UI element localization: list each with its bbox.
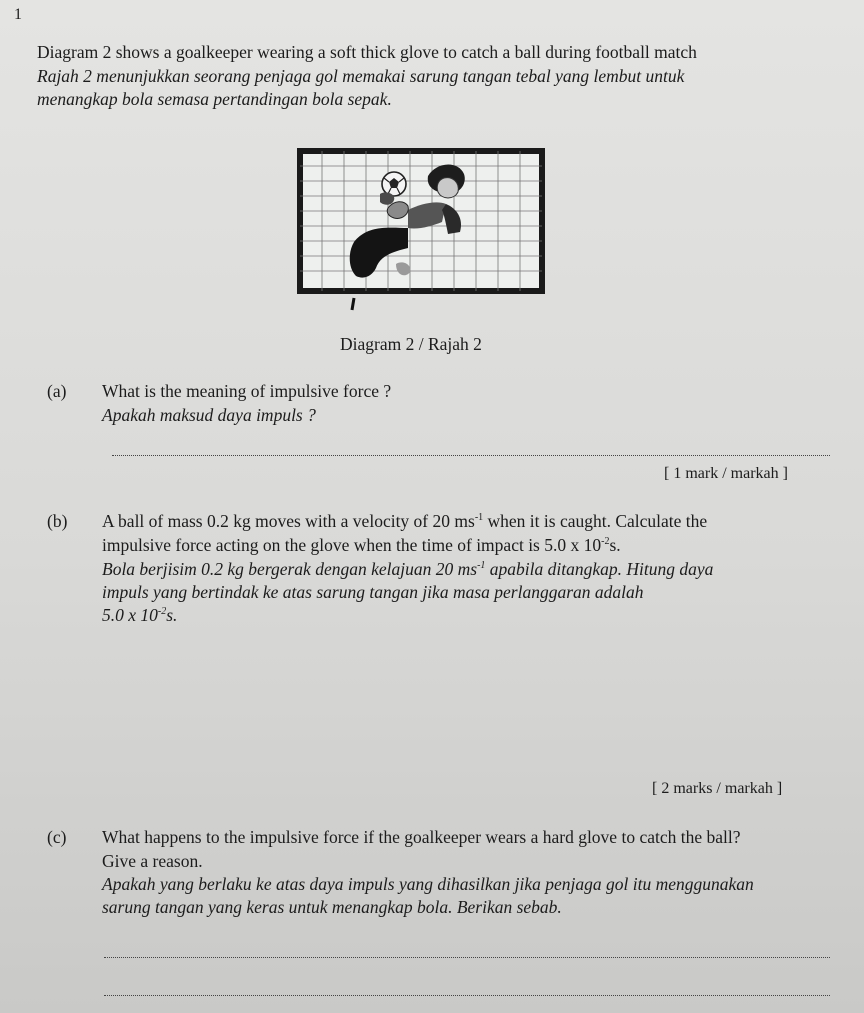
- answer-line-c2[interactable]: [104, 995, 830, 996]
- intro-malay-line2: menangkap bola semasa pertandingan bola sepak.: [37, 89, 392, 109]
- question-a-malay: Apakah maksud daya impuls ?: [102, 405, 316, 425]
- diagram-caption: Diagram 2 / Rajah 2: [340, 334, 482, 354]
- question-b-english-line2: impulsive force acting on the glove when the time of impact is 5.0 x $10^{-2}s$.: [102, 535, 621, 555]
- question-a-marks: [ 1 mark / markah ]: [664, 465, 788, 482]
- answer-line-c1[interactable]: [104, 957, 830, 958]
- question-c-malay-line2: sarung tangan yang keras untuk menangkap bola. Berikan sebab.: [102, 897, 562, 917]
- question-b-english-line1: A ball of mass 0.2 kg moves with a velocity of 20 $ms^{-1}$ when it is caught. Calculate the: [102, 511, 708, 531]
- question-c-malay-line1: Apakah yang berlaku ke atas daya impuls yang dihasilkan jika penjaga gol itu menggunakan: [102, 874, 754, 894]
- page-number: 1: [14, 6, 22, 23]
- question-b-marks: [ 2 marks / markah ]: [652, 780, 783, 797]
- goalkeeper-diagram: [296, 148, 546, 318]
- question-b-malay-line2: impuls yang bertindak ke atas sarung tangan jika masa perlanggaran adalah: [102, 582, 644, 602]
- answer-line-a[interactable]: [112, 455, 830, 456]
- question-c-label: (c): [47, 827, 67, 847]
- question-a-label: (a): [47, 381, 67, 401]
- intro-english: Diagram 2 shows a goalkeeper wearing a soft thick glove to catch a ball during football match: [37, 42, 697, 62]
- question-c-english-line1: What happens to the impulsive force if the goalkeeper wears a hard glove to catch the ball?: [102, 827, 741, 847]
- question-b-malay-line1: Bola berjisim 0.2 kg bergerak dengan kelajuan 20 $ms^{-1}$ apabila ditangkap. Hitung daya: [102, 559, 714, 579]
- question-a-english: What is the meaning of impulsive force ?: [102, 381, 392, 401]
- intro-malay-line1: Rajah 2 menunjukkan seorang penjaga gol memakai sarung tangan tebal yang lembut untuk: [37, 66, 685, 86]
- question-b-label: (b): [47, 511, 68, 531]
- question-c-english-line2: Give a reason.: [102, 851, 203, 871]
- question-b-malay-line3: 5.0 x $10^{-2}s$.: [102, 605, 178, 625]
